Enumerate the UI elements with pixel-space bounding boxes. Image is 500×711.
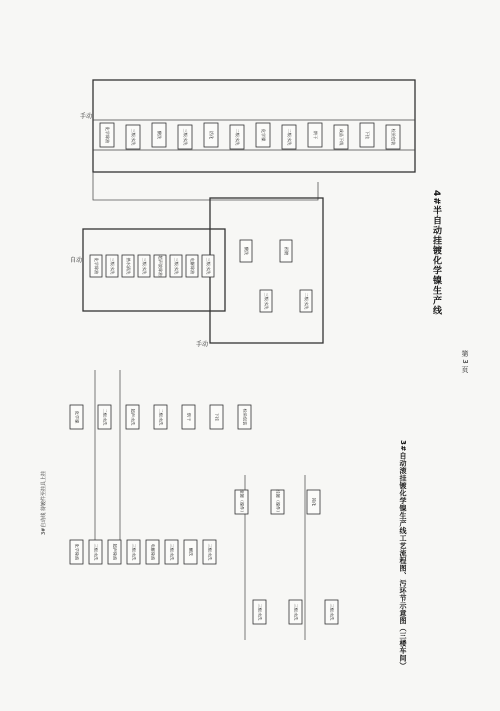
process-step-box — [240, 240, 252, 262]
step-label: 三级水洗 — [174, 257, 179, 275]
process-step-box — [210, 405, 223, 429]
process-step-box — [230, 125, 244, 149]
step-label: 二级水洗 — [304, 292, 309, 310]
process-step-box — [271, 489, 284, 514]
step-label: 化学除油 — [94, 257, 99, 275]
process-step-box — [108, 540, 121, 564]
step-label: 化学镍 — [261, 128, 266, 142]
step-label: 化学镍 — [74, 410, 80, 424]
step-label: 酸洗 — [244, 246, 249, 256]
middle-auto-label: 自动 — [70, 257, 83, 264]
process-step-box — [282, 125, 296, 149]
step-label: 下挂 — [214, 412, 220, 422]
process-step-box — [204, 123, 218, 147]
line3-start-note: 3#自动线 待镀件至挂具上挂 — [41, 471, 47, 535]
line3-section — [40, 370, 338, 640]
step-label: 钝化 — [311, 497, 317, 507]
step-label: 三级水洗 — [206, 257, 211, 275]
process-step-box — [325, 600, 338, 624]
process-step-box — [334, 125, 348, 149]
step-label: 活化 — [209, 130, 214, 140]
step-label: 热水清洗 — [126, 257, 131, 275]
step-label: 化学除油 — [105, 126, 110, 144]
process-step-box — [90, 255, 102, 277]
line4-manual-label: 手动 — [80, 113, 93, 120]
step-label: 电解除油 — [150, 543, 156, 561]
middle-section — [70, 198, 323, 348]
step-label: 三级水洗 — [264, 292, 269, 310]
process-step-box — [98, 405, 111, 429]
step-label: 三级水洗 — [142, 257, 147, 275]
process-step-box — [253, 600, 266, 624]
process-step-box — [126, 405, 139, 429]
process-step-box — [238, 405, 251, 429]
step-label: 超声波除油 — [158, 255, 163, 277]
step-label: 下挂 — [365, 130, 370, 140]
process-step-box — [256, 123, 270, 147]
process-step-box — [152, 123, 166, 147]
line4-title: 4#半自动挂镀化学镍生产线 — [431, 190, 441, 316]
process-step-box — [280, 240, 292, 262]
process-step-box — [154, 255, 166, 277]
process-step-box — [126, 125, 140, 149]
step-label: 三级水洗 — [207, 543, 213, 561]
process-step-box — [386, 125, 400, 149]
connector-line — [93, 172, 318, 200]
step-label: 三级水洗 — [257, 603, 263, 621]
process-step-box — [260, 290, 272, 312]
step-label: 滚镀（镍件） — [239, 489, 245, 515]
step-label: 三级水洗 — [93, 543, 99, 561]
process-step-box — [165, 540, 178, 564]
step-label: 三级水洗 — [110, 257, 115, 275]
process-step-box — [100, 123, 114, 147]
line4-section — [80, 80, 415, 172]
step-label: 超声水洗 — [130, 408, 136, 426]
step-label: 二级水洗 — [158, 408, 164, 426]
step-label: 三级水洗 — [329, 603, 335, 621]
middle-manual-label: 手动 — [196, 341, 209, 348]
step-label: 预镀 — [284, 246, 289, 256]
step-label: 二级水洗 — [235, 128, 240, 146]
step-label: 化学除油 — [74, 543, 80, 561]
process-step-box — [289, 600, 302, 624]
step-label: 酸洗 — [157, 130, 162, 140]
step-label: 超声除油 — [112, 543, 118, 561]
step-label: 三级水洗 — [131, 543, 137, 561]
process-step-box — [184, 540, 197, 564]
process-step-box — [122, 255, 134, 277]
process-step-box — [182, 405, 195, 429]
step-label: 三级水洗 — [183, 128, 188, 146]
step-label: 三级水洗 — [169, 543, 175, 561]
step-label: 二级水洗 — [287, 128, 292, 146]
process-step-box — [146, 540, 159, 564]
step-label: 酸洗 — [188, 547, 194, 557]
process-step-box — [154, 405, 167, 429]
process-step-box — [203, 540, 216, 564]
step-label: 三级水洗 — [131, 128, 136, 146]
page-number: 第 3 页 — [461, 350, 469, 373]
process-step-box — [178, 125, 192, 149]
step-label: 烘干 — [186, 412, 192, 422]
step-label: 检验包装 — [242, 408, 248, 426]
step-label: 三级水洗 — [293, 603, 299, 621]
process-step-box — [70, 405, 83, 429]
step-label: 检验包装 — [391, 128, 396, 146]
process-step-box — [89, 540, 102, 564]
manual-frame — [210, 198, 323, 343]
process-step-box — [127, 540, 140, 564]
process-step-box — [202, 255, 214, 277]
process-step-box — [308, 123, 322, 147]
process-step-box — [70, 540, 83, 564]
process-step-box — [300, 290, 312, 312]
line3-title: 3#自动滚挂镀化学镍生产线工艺流程图、污环节示意图（三楼车间） — [399, 440, 407, 670]
process-step-box — [235, 489, 248, 514]
process-step-box — [186, 255, 198, 277]
process-step-box — [138, 255, 150, 277]
process-step-box — [106, 255, 118, 277]
step-label: 二级水洗 — [102, 408, 108, 426]
process-step-box — [307, 490, 320, 514]
step-label: 成品下线 — [339, 128, 344, 146]
step-label: 挂镀（镍件） — [275, 489, 281, 515]
step-label: 烘干 — [313, 130, 318, 140]
process-step-box — [170, 255, 182, 277]
process-step-box — [360, 123, 374, 147]
step-label: 电解除油 — [190, 257, 195, 275]
